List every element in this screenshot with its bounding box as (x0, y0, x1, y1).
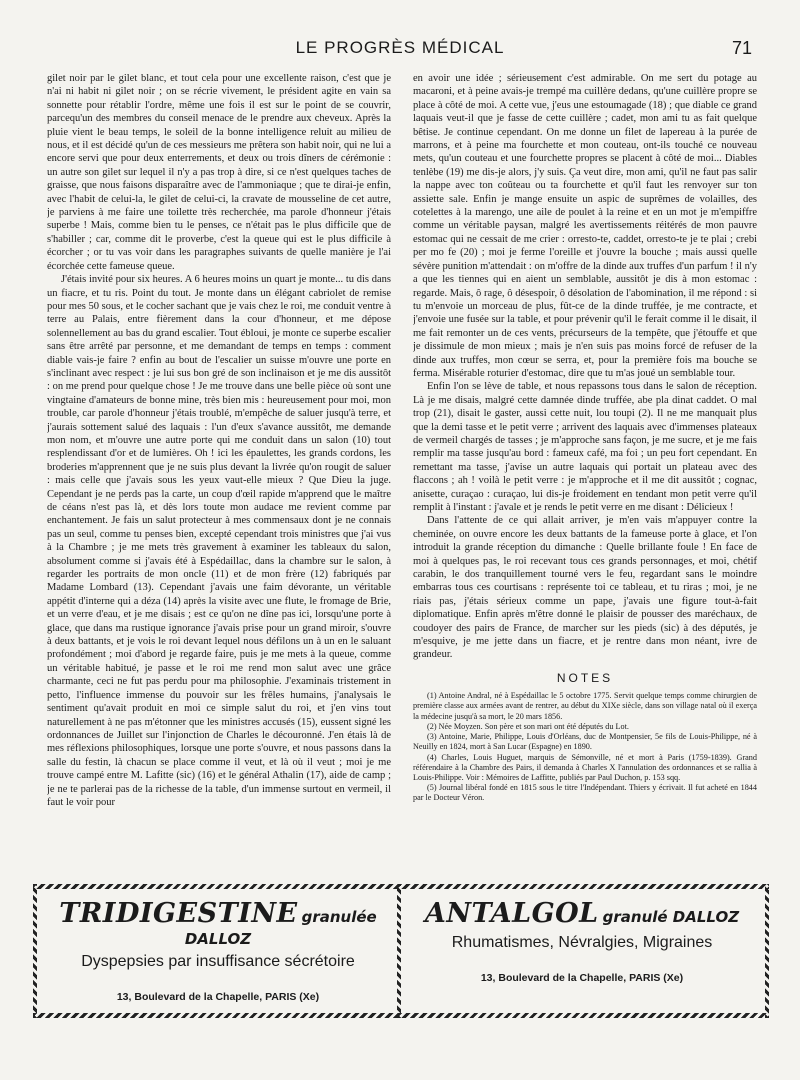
ad-antalgol (407, 898, 757, 1008)
page-number: 71 (731, 38, 752, 58)
paragraph: gilet noir par le gilet blanc, et tout cela pour une excellente raison, c'est que je n'ai ni habit ni gilet noir ; on se récrie vivement, le président agite en vain sa sonnette pour rétablir l'ordre, même une fois il est sur le point de se couvrir, parcequ'un des membres du conseil menace de le prendre aux cheveux. Après la pluie vient le beau temps, le soleil de la bonne intelligence reluit au milieu de nous, et il est décidé qu'un de ces messieurs me prêtera son habit noir, qui ne lui a encore servi que pour deux enterrements, et deux ou trois dîners de cérémonie : un autre son gilet sur lequel il n'y a pas trop à dire, si ce n'est quelques taches de graisse, que nous faisons disparaître avec de l'ammoniaque ; que te dirai-je enfin, avec l'habit de celui-la, le gilet de celui-ci, la cravate de mousseline de cet autre, je parviens à me faire une toilette très recherchée, ma parole d'honneur j'étais superbe ! Mais, comme bien tu le penses, ce n'était pas le plus difficile que de s'habiller ; car, comme dit le proverbe, c'est la queue qui est le plus difficile à écorcher ; or tu vas voir dans les paragraphes suivants de quelle manière je l'ai écorchée cette fameuse queue. (47, 73, 391, 272)
ad-product-sub: granulée DALLOZ (184, 908, 377, 948)
ad-product-name: TRIDIGESTINE (59, 898, 298, 929)
ad-address: 13, Boulevard de la Chapelle, PARIS (Xe) (116, 991, 320, 1003)
paragraph: Enfin l'on se lève de table, et nous repassons tous dans le salon de réception. Là je me disais, malgré cette damnée dinde truffée, abe pla dinat caddet. O mal trop (21), disait le gaster, aussi cette nuit, lou toupi (2). Il ne me manquait plus que la demi tasse et le petit verre ; arrivent des laquais avec d'immenses plateaux de vermeil chargés de tasses ; je m'approche sans façon, je me sucre, et je me fais remplir ma tasse jusqu'au bord : fameux café, ma foi ; un peu fort cependant. En remettant ma tasse, j'avise un autre laquais qui portait un plateau avec des flaccons ; ah ! voilà le petit verre : je m'approche et il me dit aussitôt ; cognac, anisette, curaçao : curaçao, lui dis-je froidement en tendant mon petit verre qu'il remplit à l'instant : j'avale et je rends le petit verre en me disant : Délicieux ! (413, 381, 757, 513)
ad-address: 13, Boulevard de la Chapelle, PARIS (Xe) (480, 972, 684, 984)
notes-title: NOTES (556, 670, 614, 685)
ad-divider (397, 884, 401, 1018)
ad-title-line (43, 898, 393, 949)
ad-title-line (407, 898, 757, 930)
note-item: (4) Charles, Louis Huguet, marquis de Sémonville, né et mort à Paris (1759-1839). Grand référendaire à la Chambre des Pairs, il demanda à Charles X l'annulation des ordonnances et se rallia à Louis-Philippe. Voir : Mémoires de Laffitte, publiés par Paul Duchon, p. 153 sqq. (413, 752, 757, 782)
right-column (413, 72, 757, 857)
decorative-border (765, 884, 769, 1018)
decorative-border (33, 884, 769, 889)
ad-description: Dyspepsies par insuffisance sécrétoire (81, 953, 355, 970)
page-header (40, 38, 760, 68)
journal-title: LE PROGRÈS MÉDICAL (295, 38, 505, 57)
ad-tridigestine (43, 898, 393, 1008)
ad-product-name: ANTALGOL (424, 898, 599, 929)
left-column (47, 72, 391, 857)
ad-product-sub: granulé DALLOZ (602, 908, 740, 926)
paragraph: Dans l'attente de ce qui allait arriver, je m'en vais m'appuyer contre la cheminée, on ouvre encore les deux battants de la fameuse porte à glace, et l'on introduit la grande réception du dimanche : Quelle brillante foule ! En face de moi à quelques pas, le roi recevant tous ces grands personnages, et moi, chétif carabin, le dos tranquillement tourné vers le feu, regardant sans le moindre embarras tous ces courtisans : représente toi ce tableau, et tu riras ; moi, je ne riais pas, j'étais sérieux comme un pape, j'avais une figure tout-à-fait diplomatique. Enfin après m'être donné le plaisir de pousser des maréchaux, de coudoyer des pairs de France, de marcher sur les pieds (sic) à des députés, je m'esquive, je me jette dans un fiacre, et je rentre dans mon néant, ivre de grandeur. (413, 515, 757, 661)
paragraph: J'étais invité pour six heures. A 6 heures moins un quart je monte... tu dis dans un fiacre, et tu ris. Point du tout. Je monte dans un élégant cabriolet de remise pour mes 50 sous, et le cocher sachant que je vais chez le roi, me conduit ventre à terre au Palais, entre fièrement dans la cour d'honneur, et me dépose solennellement au bas du grand escalier. Tout ébloui, je monte ce superbe escalier sans être arrêté par personne, et me demandant de temps en temps : comment diable vais-je faire ? enfin au bout de l'escalier un suisse m'ouvre une porte en s'inclinant avec respect : je lui sus bon gré de son inclinaison et je me dis aussitôt : on me prend pour quelque chose ! Je me trouve dans une belle pièce où sont une vingtaine d'amateurs de bonne mine, très bien mis : heureusement pour moi, mon trouble, car parole d'honneur j'étais troublé, m'empêche de saluer jusqu'à terre, et j'aurais sottement salué des laquais : l'un d'eux s'avance aussitôt, me demande mon nom, et m'ouvre une autre porte qui me conduit dans un salon (10) tout resplendissant d'or et de lumières. Oh ! ici les épaulettes, les grands cordons, les broderies m'apprennent que je ne suis plus devant la livrée qu'on rougit de saluer : mais celle que j'avais sous les yeux vaut-elle mieux ? Que Dieu la juge. Cependant je ne perds pas la carte, un coup d'œil rapide m'apprend que le maître de céans n'est pas là, et dès lors toute mon audace me revient comme par enchantement. Je fais un salut protecteur à mes commensaux dont je ne connais pas un seul, comme tu penses bien, excepté cependant trois ministres que j'ai vus à la Chambre ; je me mets très gravement à examiner les tableaux du salon, absolument comme si j'avais été à Espédaillac, dans la chambre sur le salon, à regarder les portraits de mon oncle (11) et de mon frère (12) fabriqués par Madame Lombard (13). Cependant j'avais une faim dévorante, un véritable appétit d'interne qui a déza (14) après la visite avec une flute, le fromage de Brie, et un verre d'eau, et je me disais ; est ce qu'on ne dîne pas ici, lorsqu'une porte à glace, que dans ma rustique ignorance j'avais prise pour un grand miroir, s'ouvre à deux battants, et je vois le roi devant lequel nous défilons un à un en le saluant profondément ; moi d'abord je regarde faire, puis je me mets à la queue, comme un véritable habitué, je passe et le roi me rend mon salut avec une grâce charmante, ceci ne fut pas perdu pour ma philosophie. J'examinais tristement in petto, l'influence immense du pouvoir sur les frêles humains, j'analysais le sentiment qu'avait produit en moi ce simple salut du roi, et j'en vins tout naturellement à ne pas m'étonner que les ministres accusés (15), eussent signé les ordonnances de Juillet sur l'injonction de Charles le découronné. J'en étais là de mes réflexions philosophiques, lorsque une porte s'ouvre, et nous passons dans la salle du festin, là chacun se place comme il veut, et là où il veut ; moi je me trouve campé entre M. Lafitte (sic) (16) et le général Athalin (17), aide de camp ; je ne te parlerai pas de la richesse de la table, d'un immense surtout en vermeil, il faut le voir pour (47, 274, 391, 808)
note-item: (3) Antoine, Marie, Philippe, Louis d'Orléans, duc de Montpensier, 5e fils de Louis-Philippe, né à Neuilly en 1824, mort à San Lucar (Espagne) en 1890. (413, 732, 757, 752)
decorative-border (33, 884, 37, 1018)
note-item: (5) Journal libéral fondé en 1815 sous le titre l'Indépendant. Thiers y écrivait. Il fut acheté en 1844 par le Docteur Véron. (413, 783, 757, 803)
ad-description: Rhumatismes, Névralgies, Migraines (451, 934, 713, 951)
note-item: (1) Antoine Andral, né à Espédaillac le 5 octobre 1775. Servit quelque temps comme chirurgien de première classe aux armées avant de rentrer, au début du XIXe siècle, dans son village natal où il exerça la médecine jusqu'à sa mort, le 20 mars 1856. (413, 691, 757, 721)
paragraph: en avoir une idée ; sérieusement c'est admirable. On me sert du potage au macaroni, et à peine avais-je trempé ma cuillère dedans, qu'une cuillère propre se place à côté de moi. A cette vue, j'eus une estoumagade (18) ; que diable ce grand laquais veut-il que je fasse de cette cuillère ; cadet, mon ami tu as fait quelque bêtise. Je continue cependant. On me donne un filet de lapereau à la purée de marrons, et à peine ma fourchette et mon couteau, ont-ils touché ce nouveau mets, qu'un couteau et une fourchette propres se placent à côté de moi... Diables tenlèbe (19) me dis-je alors, j'y suis. Ça veut dire, mon ami, qu'il ne faut pas salir la nappe avec ton coûteau ou ta fourchette et qu'il faut les renvoyer sur ton assiette sale. Enfin je mange ensuite un aspic de suprêmes de volailles, des cotelettes à la marengo, une aile de poulet à la reine et en un mot je m'empiffre comme un véritable paysan, malgré les avertissements réitérés de mon pauvre estomac qui ne cessait de me crier : orresto-te, caddet, orresto-te je te plai ; crebi per mo fe (20) ; moi je ferme l'oreille et j'ouvre la bouche ; mais aussi quelle sévère punition m'attendait : on m'offre de la dinde aux truffes d'un parfum ! il n'y a que les tiennes qui en aient un semblable, aussitôt je dis à mon estomac : regarde. Mais, ô rage, ô désespoir, ô désolation de l'abomination, il me répond : si tu m'envoie un morceau de plus, fût-ce de la dinde truffée, je me contracte, et j'envoie une fusée sur la table, et pour prévenir qu'il le ferait comme il le disait, il me fait remonter un de ces vents, précurseurs de la tempête, que j'étouffe et que je dissimule de mon mieux ; mais je n'en suis pas moins forcé de refuser de la dinde aux truffes, mon cœur se serra, et, pour la première fois ma bouche se ferma. Misérable roturier d'estomac, dire que tu m'as joué un semblable tour. (413, 73, 757, 379)
decorative-border (33, 1013, 769, 1018)
advertisement-banner (33, 884, 769, 1018)
note-item: (2) Née Moyzen. Son père et son mari ont été députés du Lot. (427, 721, 629, 731)
